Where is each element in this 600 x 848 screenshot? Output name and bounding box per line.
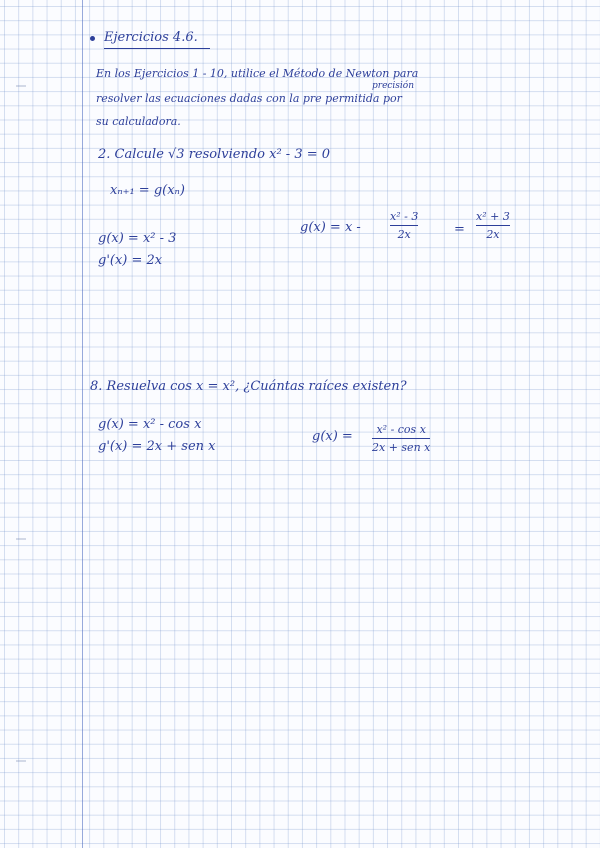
exercise-2-function: g(x) = x² - 3: [98, 231, 177, 246]
denominator: 2x: [397, 228, 411, 241]
numerator: x² + 3: [476, 210, 510, 223]
denominator: 2x + sen x: [372, 441, 431, 454]
exercise-2-g-lhs: g(x) = x -: [300, 220, 361, 235]
fraction-bar: [372, 438, 430, 439]
punch-mark: [16, 85, 26, 87]
intro-line-3: su calculadora.: [96, 115, 181, 128]
exercise-2-fraction-2: [476, 210, 510, 241]
punch-mark: [16, 538, 26, 540]
numerator: x² - cos x: [376, 423, 426, 436]
exercise-8-g-lhs: g(x) =: [312, 429, 353, 444]
exercise-2-heading: 2. Calcule √3 resolviendo x² - 3 = 0: [98, 147, 331, 162]
exercise-8-function: g(x) = x² - cos x: [98, 417, 202, 432]
equals-sign: =: [454, 222, 465, 237]
page-title: Ejercicios 4.6.: [104, 30, 198, 45]
exercise-8-fraction: [372, 423, 430, 454]
punch-mark: [16, 760, 26, 762]
exercise-8-heading: 8. Resuelva cos x = x², ¿Cuántas raíces existen?: [90, 379, 407, 394]
fraction-bar: [390, 225, 418, 226]
intro-line-2: resolver las ecuaciones dadas con la pre permitida por: [96, 92, 402, 105]
bullet: [90, 36, 95, 41]
intro-line-1: En los Ejercicios 1 - 10, utilice el Método de Newton para: [96, 67, 419, 80]
fraction-bar: [476, 225, 510, 226]
denominator: 2x: [486, 228, 500, 241]
exercise-2-derivative: g'(x) = 2x: [98, 253, 163, 268]
margin-line: [82, 0, 83, 848]
newton-iteration: xₙ₊₁ = g(xₙ): [110, 183, 185, 198]
title-underline: [104, 48, 210, 49]
numerator: x² - 3: [390, 210, 419, 223]
exercise-8-derivative: g'(x) = 2x + sen x: [98, 439, 216, 454]
exercise-2-fraction-1: [390, 210, 418, 241]
intro-inserted-word: precisión: [372, 81, 415, 91]
